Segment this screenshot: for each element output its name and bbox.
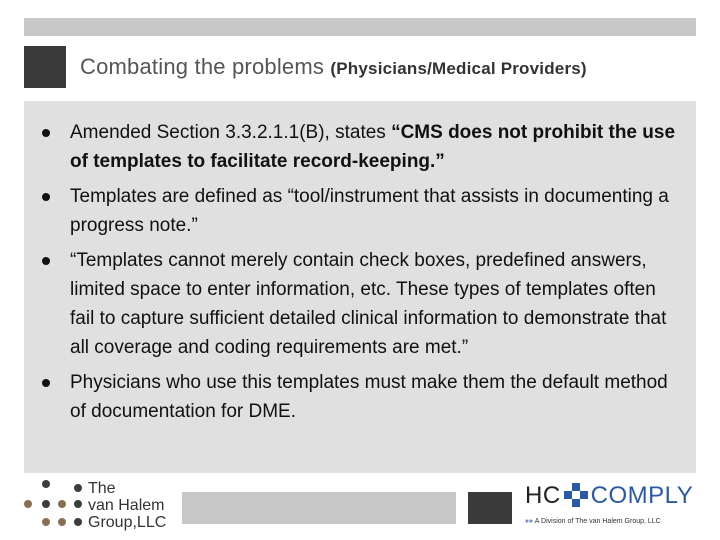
bullet-dot-icon <box>42 129 50 137</box>
slide-title <box>80 54 587 80</box>
logo-dot <box>74 484 82 492</box>
bullet-item-4 <box>38 368 678 426</box>
bullet-dot-icon <box>42 257 50 265</box>
bullet-list <box>38 118 678 432</box>
tagline-text: A Division of The van Halem Group, LLC <box>534 518 661 525</box>
tagline-arrow-icon: »» <box>525 518 533 525</box>
title-accent-square <box>24 46 66 88</box>
slide-title-sub: (Physicians/Medical Providers) <box>330 59 587 78</box>
slide-title-main: Combating the problems <box>80 54 325 79</box>
hc-comply-wordmark <box>525 482 693 510</box>
bullet-4-text: Physicians who use this templates must make them the default method of documentation for DME. <box>70 372 668 422</box>
bullet-dot-icon <box>42 379 50 387</box>
logo-dot <box>74 500 82 508</box>
bullet-item-2 <box>38 182 678 240</box>
hc-comply-tagline <box>525 518 661 525</box>
logo-dot <box>42 518 50 526</box>
logo-dot <box>58 518 66 526</box>
logo-dot <box>24 500 32 508</box>
bullet-3-text: “Templates cannot merely contain check boxes, predefined answers, limited space to enter information, etc. These types of templates often fail to capture sufficient detailed clinical information to demonstrate that all coverage and coding requirements are met.” <box>70 250 667 358</box>
logo-dot <box>58 500 66 508</box>
bullet-1-bold-quote: “CMS does not prohibit the use of templates to facilitate record-keeping.” <box>70 122 676 172</box>
logo-line-3: Group,LLC <box>88 514 167 531</box>
logo-line-2: van Halem <box>88 497 165 514</box>
logo-dot <box>42 500 50 508</box>
bullet-1-text: Amended Section 3.3.2.1.1(B), states <box>70 122 392 143</box>
logo-dot <box>42 480 50 488</box>
hc-comply-logo <box>525 480 705 530</box>
footer-decor-bar <box>182 492 456 524</box>
logo-dot <box>74 518 82 526</box>
bullet-2-text: Templates are defined as “tool/instrument that assists in documenting a progress note.” <box>70 186 669 236</box>
van-halem-logo-text <box>88 480 166 531</box>
comply-letters: COMPLY <box>590 482 694 509</box>
puzzle-cross-icon <box>563 482 589 508</box>
hc-letters: HC <box>525 482 561 509</box>
logo-line-1: The <box>88 480 116 497</box>
footer-accent-square <box>468 492 512 524</box>
bullet-item-3 <box>38 246 678 362</box>
bullet-dot-icon <box>42 193 50 201</box>
bullet-item-1 <box>38 118 678 176</box>
header-decor-bar <box>24 18 696 36</box>
